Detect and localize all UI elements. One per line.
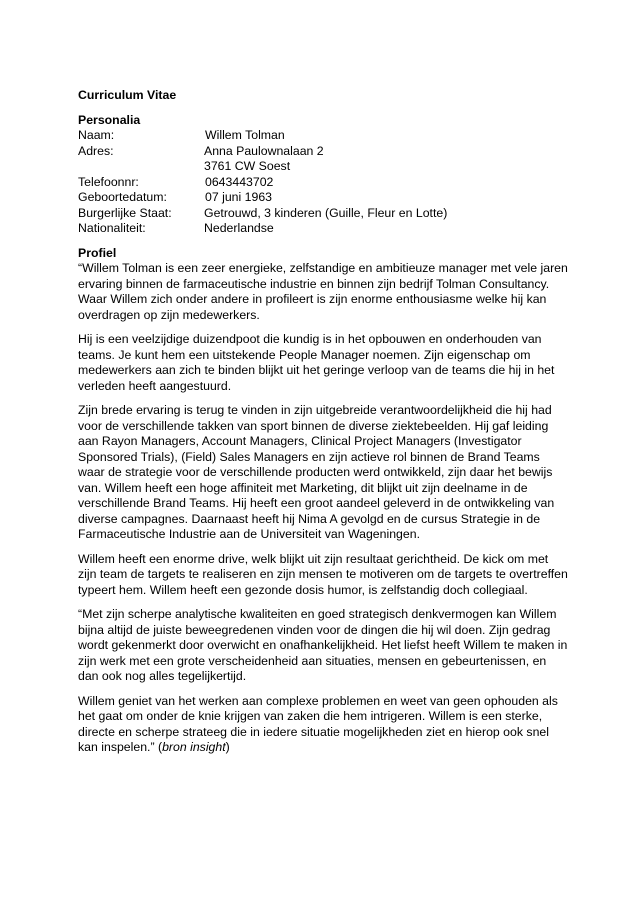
personalia-value: Anna Paulownalaan 2 — [204, 143, 324, 158]
personalia-row — [78, 144, 568, 160]
document-title: Curriculum Vitae — [78, 88, 177, 102]
personalia-row — [78, 175, 568, 191]
personalia-value: 07 juni 1963 — [205, 190, 273, 204]
personalia-label: Adres: — [78, 143, 114, 158]
source-citation: bron insight — [162, 740, 226, 754]
personalia-row — [78, 221, 568, 237]
cv-page — [78, 88, 568, 765]
profiel-body — [78, 261, 568, 685]
profiel-paragraph-last — [78, 694, 568, 756]
profiel-paragraph: “Met zijn scherpe analytische kwaliteiten en goed strategisch denkvermogen kan Willem bijna altijd de juiste beweegredenen vinden voor de dingen die hij wil doen. Zijn gedrag wordt gekenmerkt door overwicht en onafhankelijkheid. Het liefst heeft Willem te maken in zijn werk met een grote verscheidenheid aan situaties, mensen en gebeurtenissen, en dan ook nog alles tegelijkertijd. — [78, 607, 568, 683]
personalia-row — [78, 159, 568, 175]
profiel-paragraph: Zijn brede ervaring is terug te vinden in zijn uitgebreide verantwoordelijkheid die hij had voor de verschillende takken van sport binnen de diverse ziektebeelden. Hij gaf leiding aan Rayon Managers, Account Managers, Clinical Project Managers (Investigator Sponsored Trials), (Field) Sales Managers en zijn actieve rol binnen de Brand Teams waar de strategie voor de verschillende producten werd ontwikkeld, zijn daar het bewijs van. Willem heeft een hoge affiniteit met Marketing, dit blijkt uit zijn deelname in de verschillende Brand Teams. Hij heeft een groot aandeel geleverd in de ontwikkeling van diverse campagnes. Daarnaast heeft hij Nima A gevolgd en de cursus Strategie in de Farmaceutische Industrie aan de Universiteit van Wageningen. — [78, 403, 555, 541]
personalia-label: Telefoonnr: — [78, 174, 139, 189]
personalia-value: Willem Tolman — [205, 128, 285, 142]
personalia-row — [78, 206, 568, 222]
personalia-row — [78, 190, 568, 206]
personalia-row — [78, 128, 568, 144]
profiel-paragraph: “Willem Tolman is een zeer energieke, zelfstandige en ambitieuze manager met vele jaren ervaring binnen de farmaceutische industrie en binnen zijn bedrijf Tolman Consultancy. Waar Willem zich onder andere in profileert is zijn enorme enthousiasme welke hij kan overdragen op zijn medewerkers. — [78, 261, 568, 322]
personalia-label: Nationaliteit: — [78, 221, 146, 235]
profiel-paragraph: Willem heeft een enorme drive, welk blijkt uit zijn resultaat gerichtheid. De kick om met zijn team de targets te realiseren en zijn mensen te motiveren om de targets te overtreffen typeert hem. Willem heeft een gezonde dosis humor, is zelfstandig doch collegiaal. — [78, 551, 568, 597]
personalia-value: Getrouwd, 3 kinderen (Guille, Fleur en Lotte) — [204, 205, 448, 220]
profiel-paragraph-last-text: Willem geniet van het werken aan complexe problemen en weet van geen ophouden als het gaat om onder de knie krijgen van zaken die hem intrigeren. Willem is een sterke, directe en scherpe strateeg die in iedere situatie mogelijkheden ziet en hierop ook snel kan inspelen.” ( — [78, 693, 558, 754]
personalia-table — [78, 128, 568, 237]
personalia-value: Nederlandse — [204, 221, 274, 235]
personalia-value: 0643443702 — [205, 174, 274, 189]
personalia-label — [78, 159, 204, 175]
personalia-label: Naam: — [78, 128, 115, 142]
profiel-heading: Profiel — [78, 245, 117, 260]
personalia-label: Burgerlijke Staat: — [78, 205, 172, 220]
personalia-label: Geboortedatum: — [78, 190, 167, 204]
personalia-heading: Personalia — [78, 112, 141, 127]
profiel-paragraph: Hij is een veelzijdige duizendpoot die kundig is in het opbouwen en onderhouden van teams. Je kunt hem een uitstekende People Manager noemen. Zijn eigenschap om medewerkers aan zich te binden blijkt uit het geringe verloop van de teams die hij in het verleden heeft aangestuurd. — [78, 332, 555, 393]
source-citation-close: ) — [225, 740, 230, 754]
personalia-value: 3761 CW Soest — [204, 159, 291, 173]
